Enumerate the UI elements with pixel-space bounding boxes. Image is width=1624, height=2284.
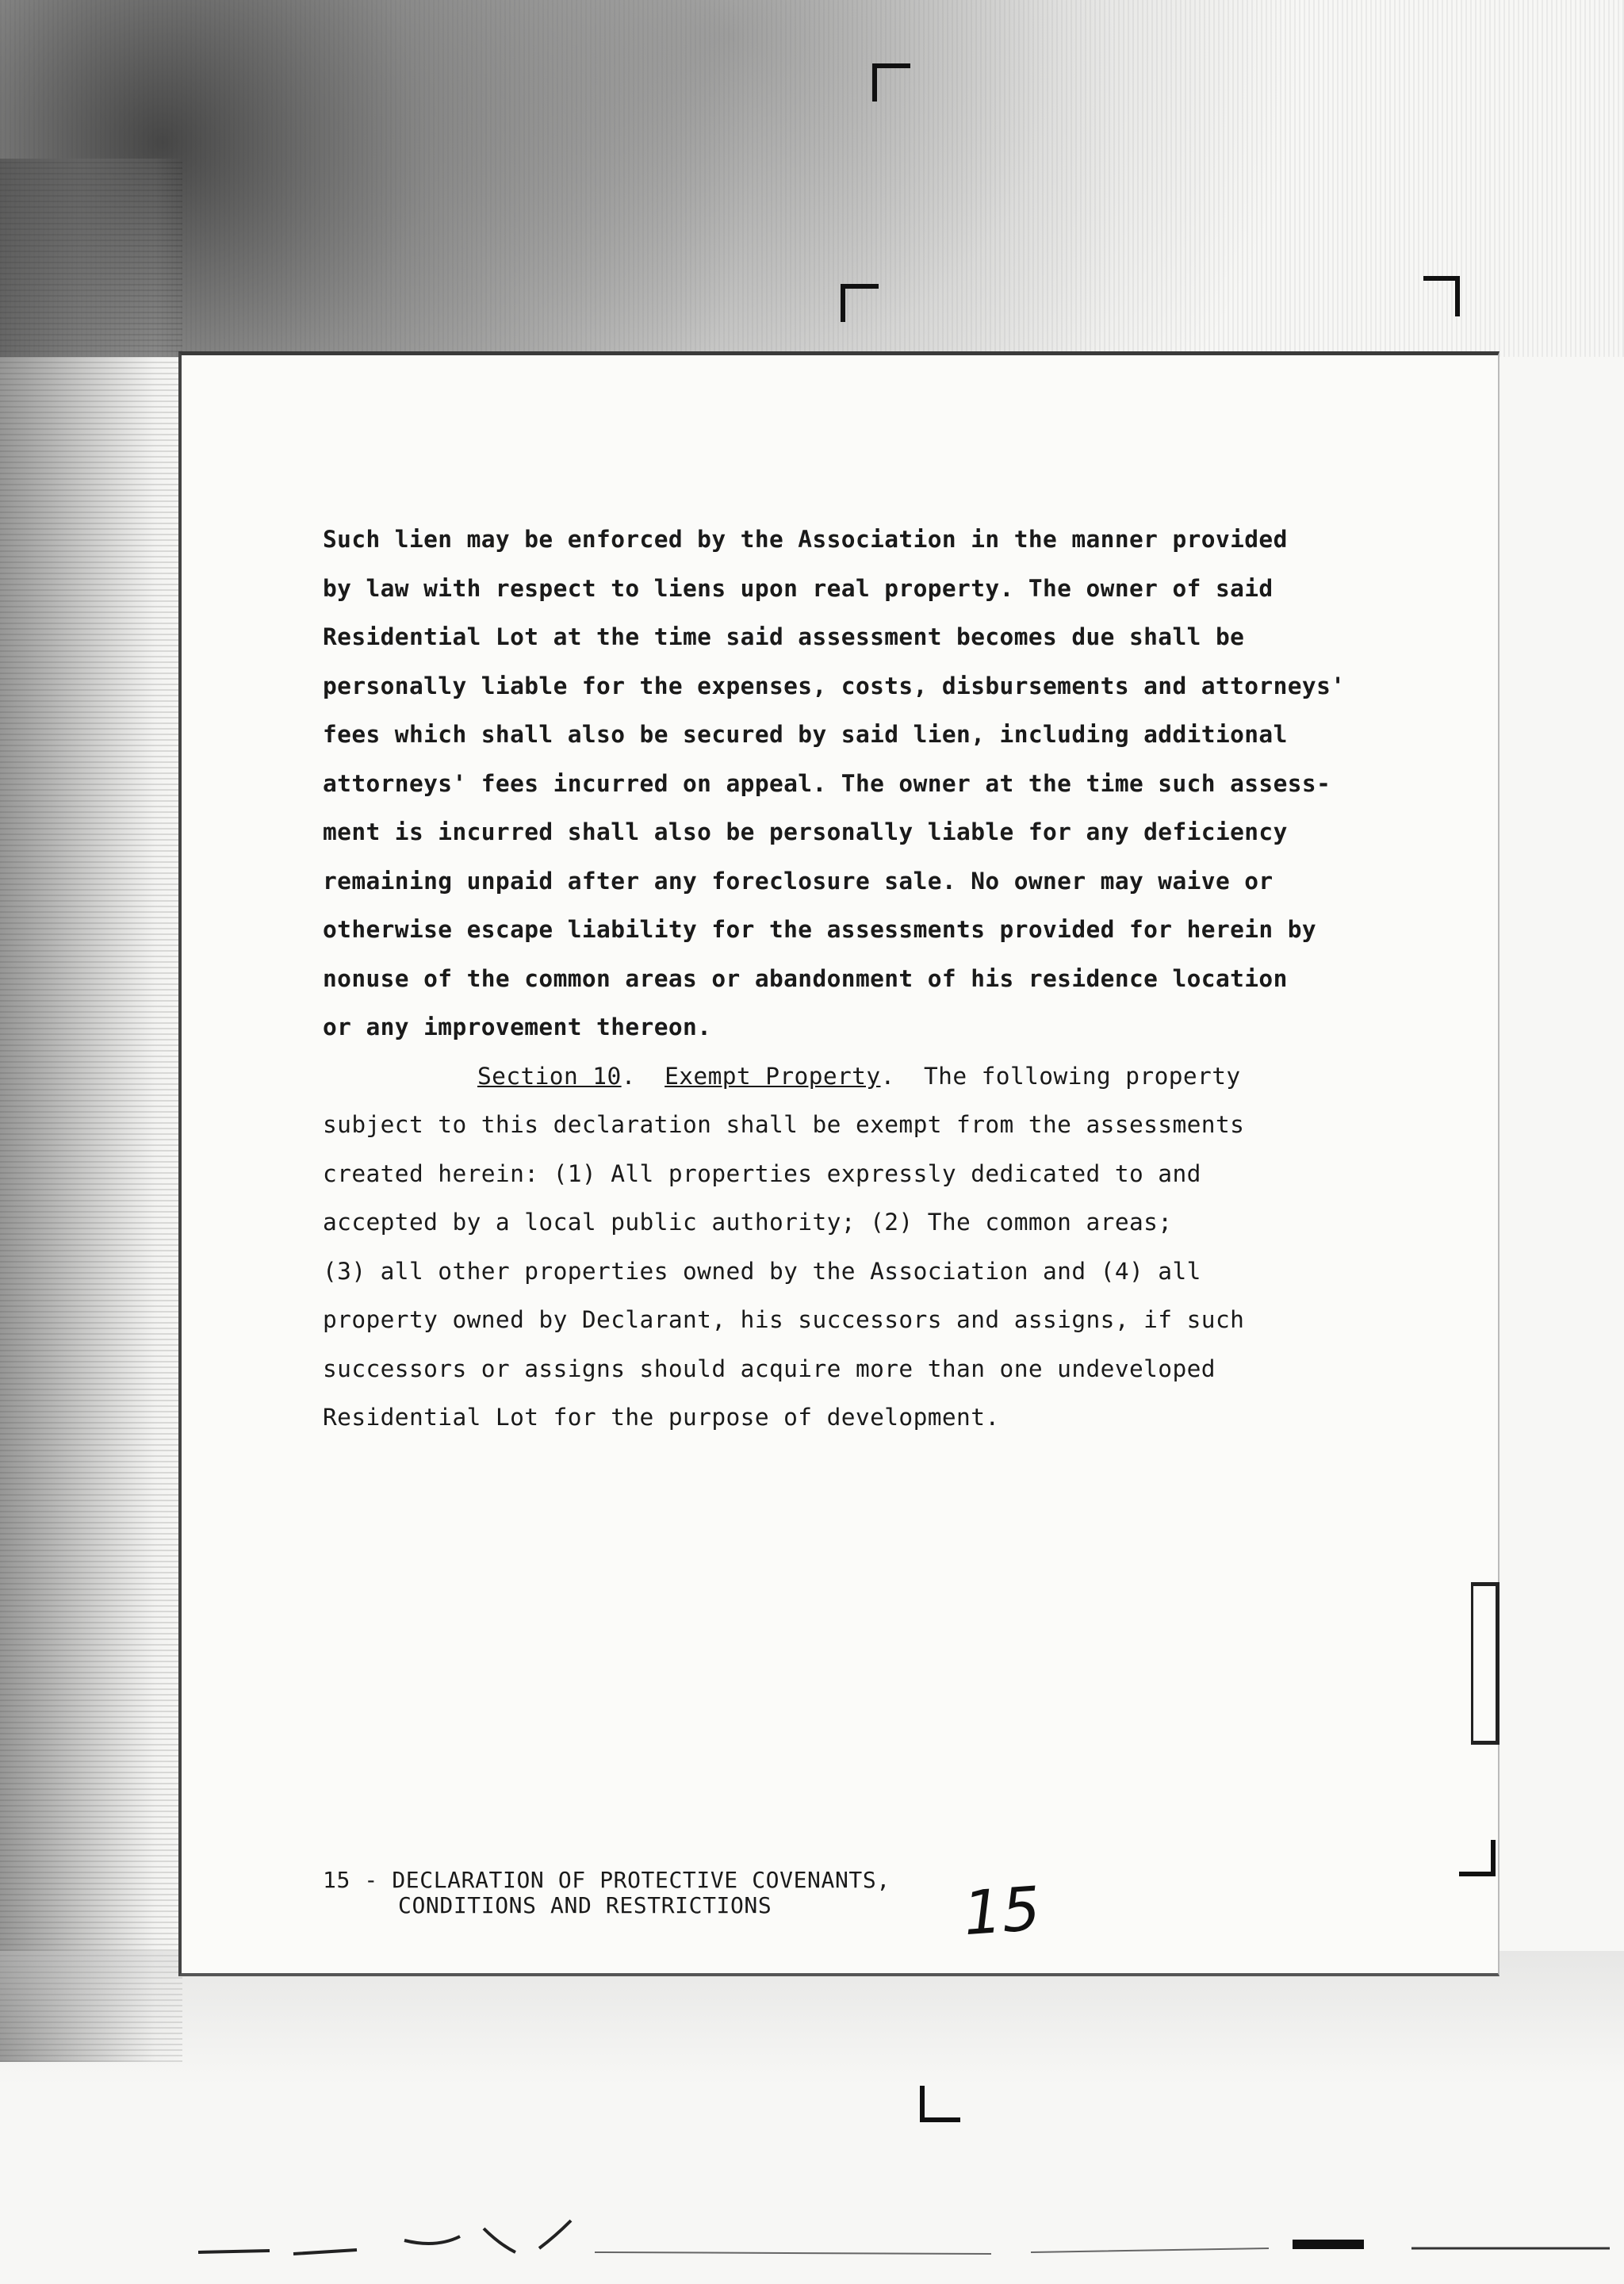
text-line: ment is incurred shall also be personally liable for any deficiency xyxy=(323,818,1288,845)
text-line: property owned by Declarant, his successors and assigns, if such xyxy=(323,1306,1245,1333)
handwritten-page-number: 15 xyxy=(961,1872,1043,1949)
footer-dash: - xyxy=(364,1867,378,1893)
crop-mark-top-left-outer xyxy=(872,63,910,102)
text-line: nonuse of the common areas or abandonment of his residence location xyxy=(323,964,1288,992)
binding-bracket xyxy=(1471,1582,1500,1745)
page-footer xyxy=(323,1868,891,1918)
footer-line-1 xyxy=(323,1868,891,1893)
text-line: Residential Lot at the time said assessment becomes due shall be xyxy=(323,623,1245,650)
section-title: Exempt Property xyxy=(665,1062,881,1090)
scan-shadow-left xyxy=(0,159,182,2062)
text-line: remaining unpaid after any foreclosure sale. No owner may waive or xyxy=(323,867,1274,895)
text-line: personally liable for the expenses, costs, disbursements and attorneys' xyxy=(323,672,1346,699)
text-line: created herein: (1) All properties expressly dedicated to and xyxy=(323,1159,1201,1187)
footer-page-number: 15 xyxy=(323,1867,350,1893)
section-10-heading-line: Section 10. Exempt Property. The following property xyxy=(477,1062,1241,1090)
footer-title-line-2: CONDITIONS AND RESTRICTIONS xyxy=(398,1892,772,1918)
text-line: Such lien may be enforced by the Association in the manner provided xyxy=(323,526,1288,553)
text-line: by law with respect to liens upon real property. The owner of said xyxy=(323,574,1274,602)
text-line: fees which shall also be secured by said lien, including additional xyxy=(323,721,1288,748)
footer-title-line-1: DECLARATION OF PROTECTIVE COVENANTS, xyxy=(392,1867,891,1893)
paragraph-lien-enforcement xyxy=(323,515,1449,1052)
text-line: attorneys' fees incurred on appeal. The owner at the time such assess- xyxy=(323,769,1331,797)
crop-mark-bottom-right xyxy=(1459,1840,1496,1876)
text-line: (3) all other properties owned by the Association and (4) all xyxy=(323,1257,1201,1285)
text-line: otherwise escape liability for the assessments provided for herein by xyxy=(323,916,1317,943)
document-body xyxy=(323,515,1449,1443)
text-line: subject to this declaration shall be exempt from the assessments xyxy=(323,1111,1245,1138)
section-number: Section 10 xyxy=(477,1062,622,1090)
section-intro: The following property xyxy=(924,1062,1241,1090)
crop-mark-top-left-inner xyxy=(841,284,879,322)
bottom-scan-marks xyxy=(198,2205,1610,2276)
text-line: successors or assigns should acquire more than one undeveloped xyxy=(323,1355,1216,1382)
paragraph-section-10 xyxy=(323,1052,1449,1443)
crop-mark-bottom-left xyxy=(920,2086,960,2122)
text-line: or any improvement thereon. xyxy=(323,1014,712,1040)
scan-shadow-top xyxy=(0,0,1624,357)
text-line: Residential Lot for the purpose of development. xyxy=(323,1404,1000,1431)
text-line: accepted by a local public authority; (2) The common areas; xyxy=(323,1209,1173,1236)
crop-mark-top-right xyxy=(1423,276,1460,316)
